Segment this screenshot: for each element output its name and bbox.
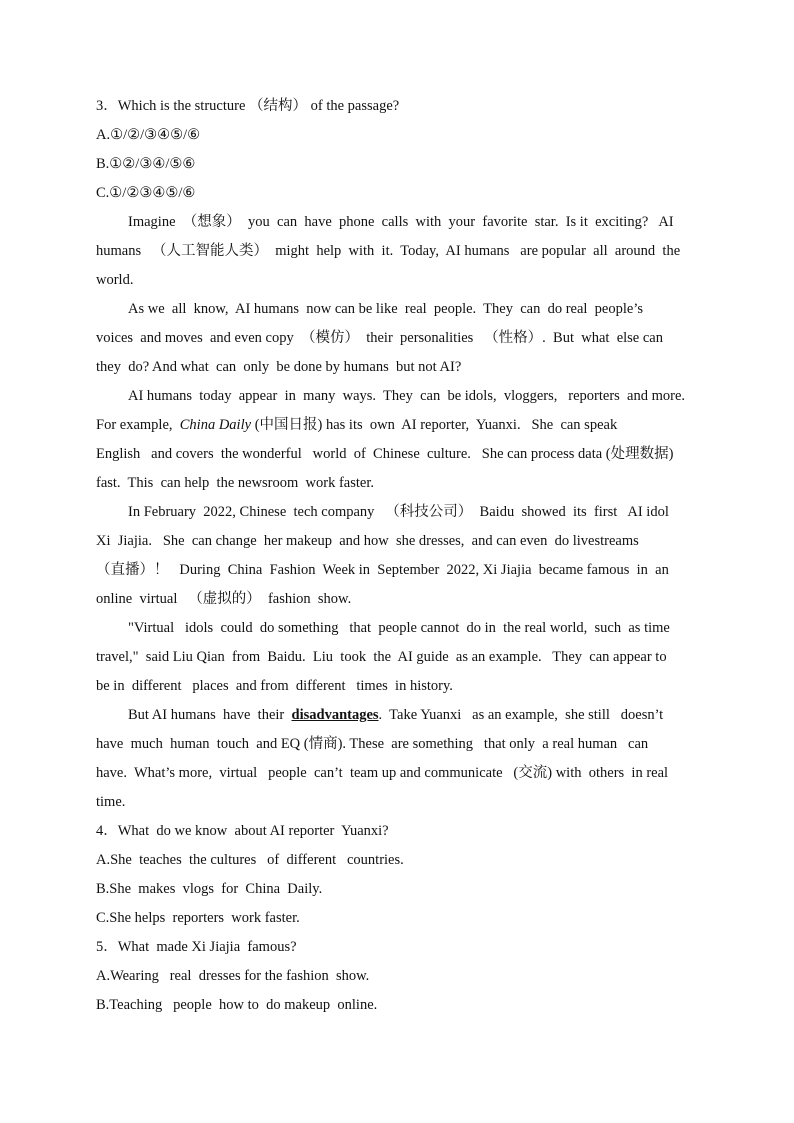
paragraph-1-line-1: Imagine （想象） you can have phone calls with your favorite star. Is it exciting? AI: [128, 214, 674, 230]
paragraph-2-line-2: voices and moves and even copy （模仿） their personalities （性格）. But what else can: [96, 330, 663, 346]
paragraph-6-line-3: have. What’s more, virtual people can’t team up and communicate (交流) with others in real: [96, 765, 669, 781]
question-5-option-b[interactable]: B.Teaching people how to do makeup online.: [96, 997, 378, 1013]
paragraph-1-line-3: world.: [96, 272, 134, 288]
question-4-option-b[interactable]: B.She makes vlogs for China Daily.: [96, 881, 323, 897]
question-4-stem: 4．What do we know about AI reporter Yuanxi?: [96, 823, 389, 839]
paragraph-2-line-3: they do? And what can only be done by humans but not AI?: [96, 359, 462, 375]
question-4-option-c[interactable]: C.She helps reporters work faster.: [96, 910, 300, 926]
passage-paragraph-3: [96, 382, 696, 498]
paragraph-3-line-1: AI humans today appear in many ways. They can be idols, vloggers, reporters and more.: [128, 388, 686, 404]
paragraph-3-line-2-post: (中国日报) has its own AI reporter, Yuanxi. She can speak: [251, 417, 618, 433]
newspaper-title: China Daily: [179, 417, 252, 433]
paragraph-2-line-1: As we all know, AI humans now can be like real people. They can do real people’s: [128, 301, 644, 317]
question-5-option-a[interactable]: A.Wearing real dresses for the fashion show.: [96, 968, 370, 984]
paragraph-1-line-2: humans （人工智能人类） might help with it. Today, AI humans are popular all around the: [96, 243, 681, 259]
passage-paragraph-4: [96, 498, 696, 614]
question-4-option-a[interactable]: A.She teaches the cultures of different countries.: [96, 852, 404, 868]
question-3-option-c[interactable]: C.①/②③④⑤/⑥: [96, 185, 196, 201]
document-page: [96, 92, 696, 1020]
question-5-stem: 5．What made Xi Jiajia famous?: [96, 939, 297, 955]
paragraph-3-line-4: fast. This can help the newsroom work faster.: [96, 475, 374, 491]
paragraph-3-line-3: English and covers the wonderful world of Chinese culture. She can process data (处理数据): [96, 446, 674, 462]
paragraph-5-line-3: be in different places and from different times in history.: [96, 678, 453, 694]
paragraph-6-line-2: have much human touch and EQ (情商). These are something that only a real human can: [96, 736, 649, 752]
question-3-stem: 3．Which is the structure （结构） of the passage?: [96, 98, 400, 114]
paragraph-5-line-1: "Virtual idols could do something that people cannot do in the real world, such as time: [128, 620, 670, 636]
paragraph-6-line-4: time.: [96, 794, 126, 810]
question-3-option-b[interactable]: B.①②/③④/⑤⑥: [96, 156, 196, 172]
paragraph-4-line-4: online virtual （虚拟的） fashion show.: [96, 591, 352, 607]
paragraph-6-line-1: [96, 701, 696, 730]
paragraph-3-line-2-pre: For example,: [96, 417, 180, 433]
paragraph-4-line-3: （直播）！ During China Fashion Week in September 2022, Xi Jiajia became famous in an: [96, 562, 669, 578]
passage-paragraph-6: [96, 701, 696, 817]
keyword-disadvantages: disadvantages: [291, 707, 379, 723]
passage-paragraph-1: [96, 208, 696, 295]
question-3-option-a[interactable]: A.①/②/③④⑤/⑥: [96, 127, 201, 143]
passage-paragraph-5: [96, 614, 696, 701]
paragraph-4-line-1: In February 2022, Chinese tech company （科技公司） Baidu showed its first AI idol: [128, 504, 669, 520]
paragraph-4-line-2: Xi Jiajia. She can change her makeup and how she dresses, and can even do livestreams: [96, 533, 639, 549]
paragraph-6-line-1-post: . Take Yuanxi as an example, she still doesn’t: [378, 707, 664, 723]
paragraph-3-line-2: [96, 411, 696, 440]
paragraph-5-line-2: travel," said Liu Qian from Baidu. Liu took the AI guide as an example. They can appear to: [96, 649, 667, 665]
paragraph-6-line-1-pre: But AI humans have their: [128, 707, 292, 723]
passage-paragraph-2: [96, 295, 696, 382]
